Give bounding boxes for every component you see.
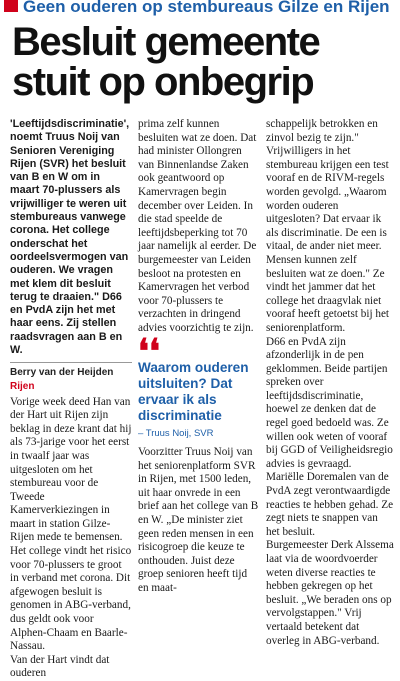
byline: Berry van der Heijden [10, 367, 114, 379]
column-3 [266, 118, 394, 648]
body-paragraph: Vrijwilligers in het stembureau krijgen een test vooraf en de RIVM-regels worden gevolgd. „Waarom worden ouderen uitgesloten? Dat ervaar ik als discriminatie. De een is vitaal, de ander niet meer. Mensen kunnen zelf besluiten wat ze doen." Ze vindt het jammer dat het college het draagvlak niet vooraf heeft getoetst bij het seniorenplatform. [266, 145, 390, 334]
pull-quote-attribution: – Truus Noij, SVR [138, 427, 214, 439]
body-paragraph: Voorzitter Truus Noij van het seniorenplatform SVR in Rijen, met 1500 leden, uit haar onvrede in een brief aan het college van B en W. „De minister ziet geen reden mensen in een risicogroep die keuze te onthouden. Juist deze groep senioren heeft tijd en maat- [138, 446, 259, 595]
body-paragraph: Vorige week deed Han van der Hart uit Rijen zijn beklag in deze krant dat hij als 73-jarige voor het eerst in twaalf jaar was uitgesloten om het stembureau voor de Tweede Kamerverkiezingen in maart in station Gilze-Rijen mede te bemensen. Het college vindt het risico voor 70-plussers te groot in verband met corona. Dit afgewogen besluit is genomen in ABG-verband, dus geldt ook voor Alphen-Chaam en Baarle-Nassau. [10, 395, 132, 653]
byline-divider [10, 362, 132, 363]
pull-quote [138, 333, 260, 441]
headline [12, 22, 398, 102]
body-paragraph: Burgemeester Derk Alssema laat via de woordvoerder weten diverse reacties te hebben gekregen op het besluit. „We beraden ons op vervolgstappen." Vrij vertaald betekent dat overleg in ABG-verband. [266, 539, 394, 647]
section-label: Rijen [10, 380, 35, 392]
quote-mark-icon: ❛❛ [138, 333, 160, 371]
pull-quote-text: Waarom ouderen uitsluiten? Dat ervaar ik als discriminatie [138, 359, 249, 423]
body-paragraph: schappelijk betrokken en zinvol bezig te zijn." [266, 118, 378, 144]
body-paragraph: prima zelf kunnen besluiten wat ze doen. Dat had minister Ollongren van Binnenlandse Zaken ook geantwoord op Kamervragen begin december over Leiden. In die stad speelde de leeftijdsbeperking tot 70 jaar namelijk al eerder. De burgemeester van Leiden besloot na protesten en Kamervragen het verbod voor 70-plussers te verzachten in dringend advies voorzichtig te zijn. [138, 118, 257, 334]
headline-line-1: Besluit gemeente [12, 20, 320, 64]
kicker [0, 0, 400, 22]
column-2 [138, 118, 260, 596]
headline-line-2: stuit op onbegrip [12, 60, 314, 104]
body-paragraph: Mariëlle Doremalen van de PvdA zegt verontwaardigde reacties te hebben gehad. Ze zegt niets te snappen van het besluit. [266, 471, 394, 538]
kicker-bar [4, 0, 18, 12]
body-paragraph: Van der Hart vindt dat ouderen [10, 653, 110, 680]
column-1 [10, 118, 132, 681]
body-paragraph: D66 en PvdA zijn afzonderlijk in de pen geklommen. Beide partijen spreken over leeftijdsdiscriminatie, hoewel ze denken dat de regel goed bedoeld was. Ze willen ook weten of vooraf bij GGD of Veiligheidsregio advies is gevraagd. [266, 335, 393, 470]
kicker-text: Geen ouderen op stembureaus Gilze en Rijen [23, 0, 390, 16]
lead-paragraph: 'Leeftijdsdiscriminatie', noemt Truus Noij van Senioren Vereniging Rijen (SVR) het besluit van B en W om in maart 70-plussers als vrijwilliger te weren uit stembureaus vanwege corona. Het college onderschat het oordeelsvermogen van ouderen. We vragen met klem dit besluit terug te draaien." D66 en PvdA zijn het met haar eens. Zij stellen raadsvragen aan B en W. [10, 118, 130, 357]
